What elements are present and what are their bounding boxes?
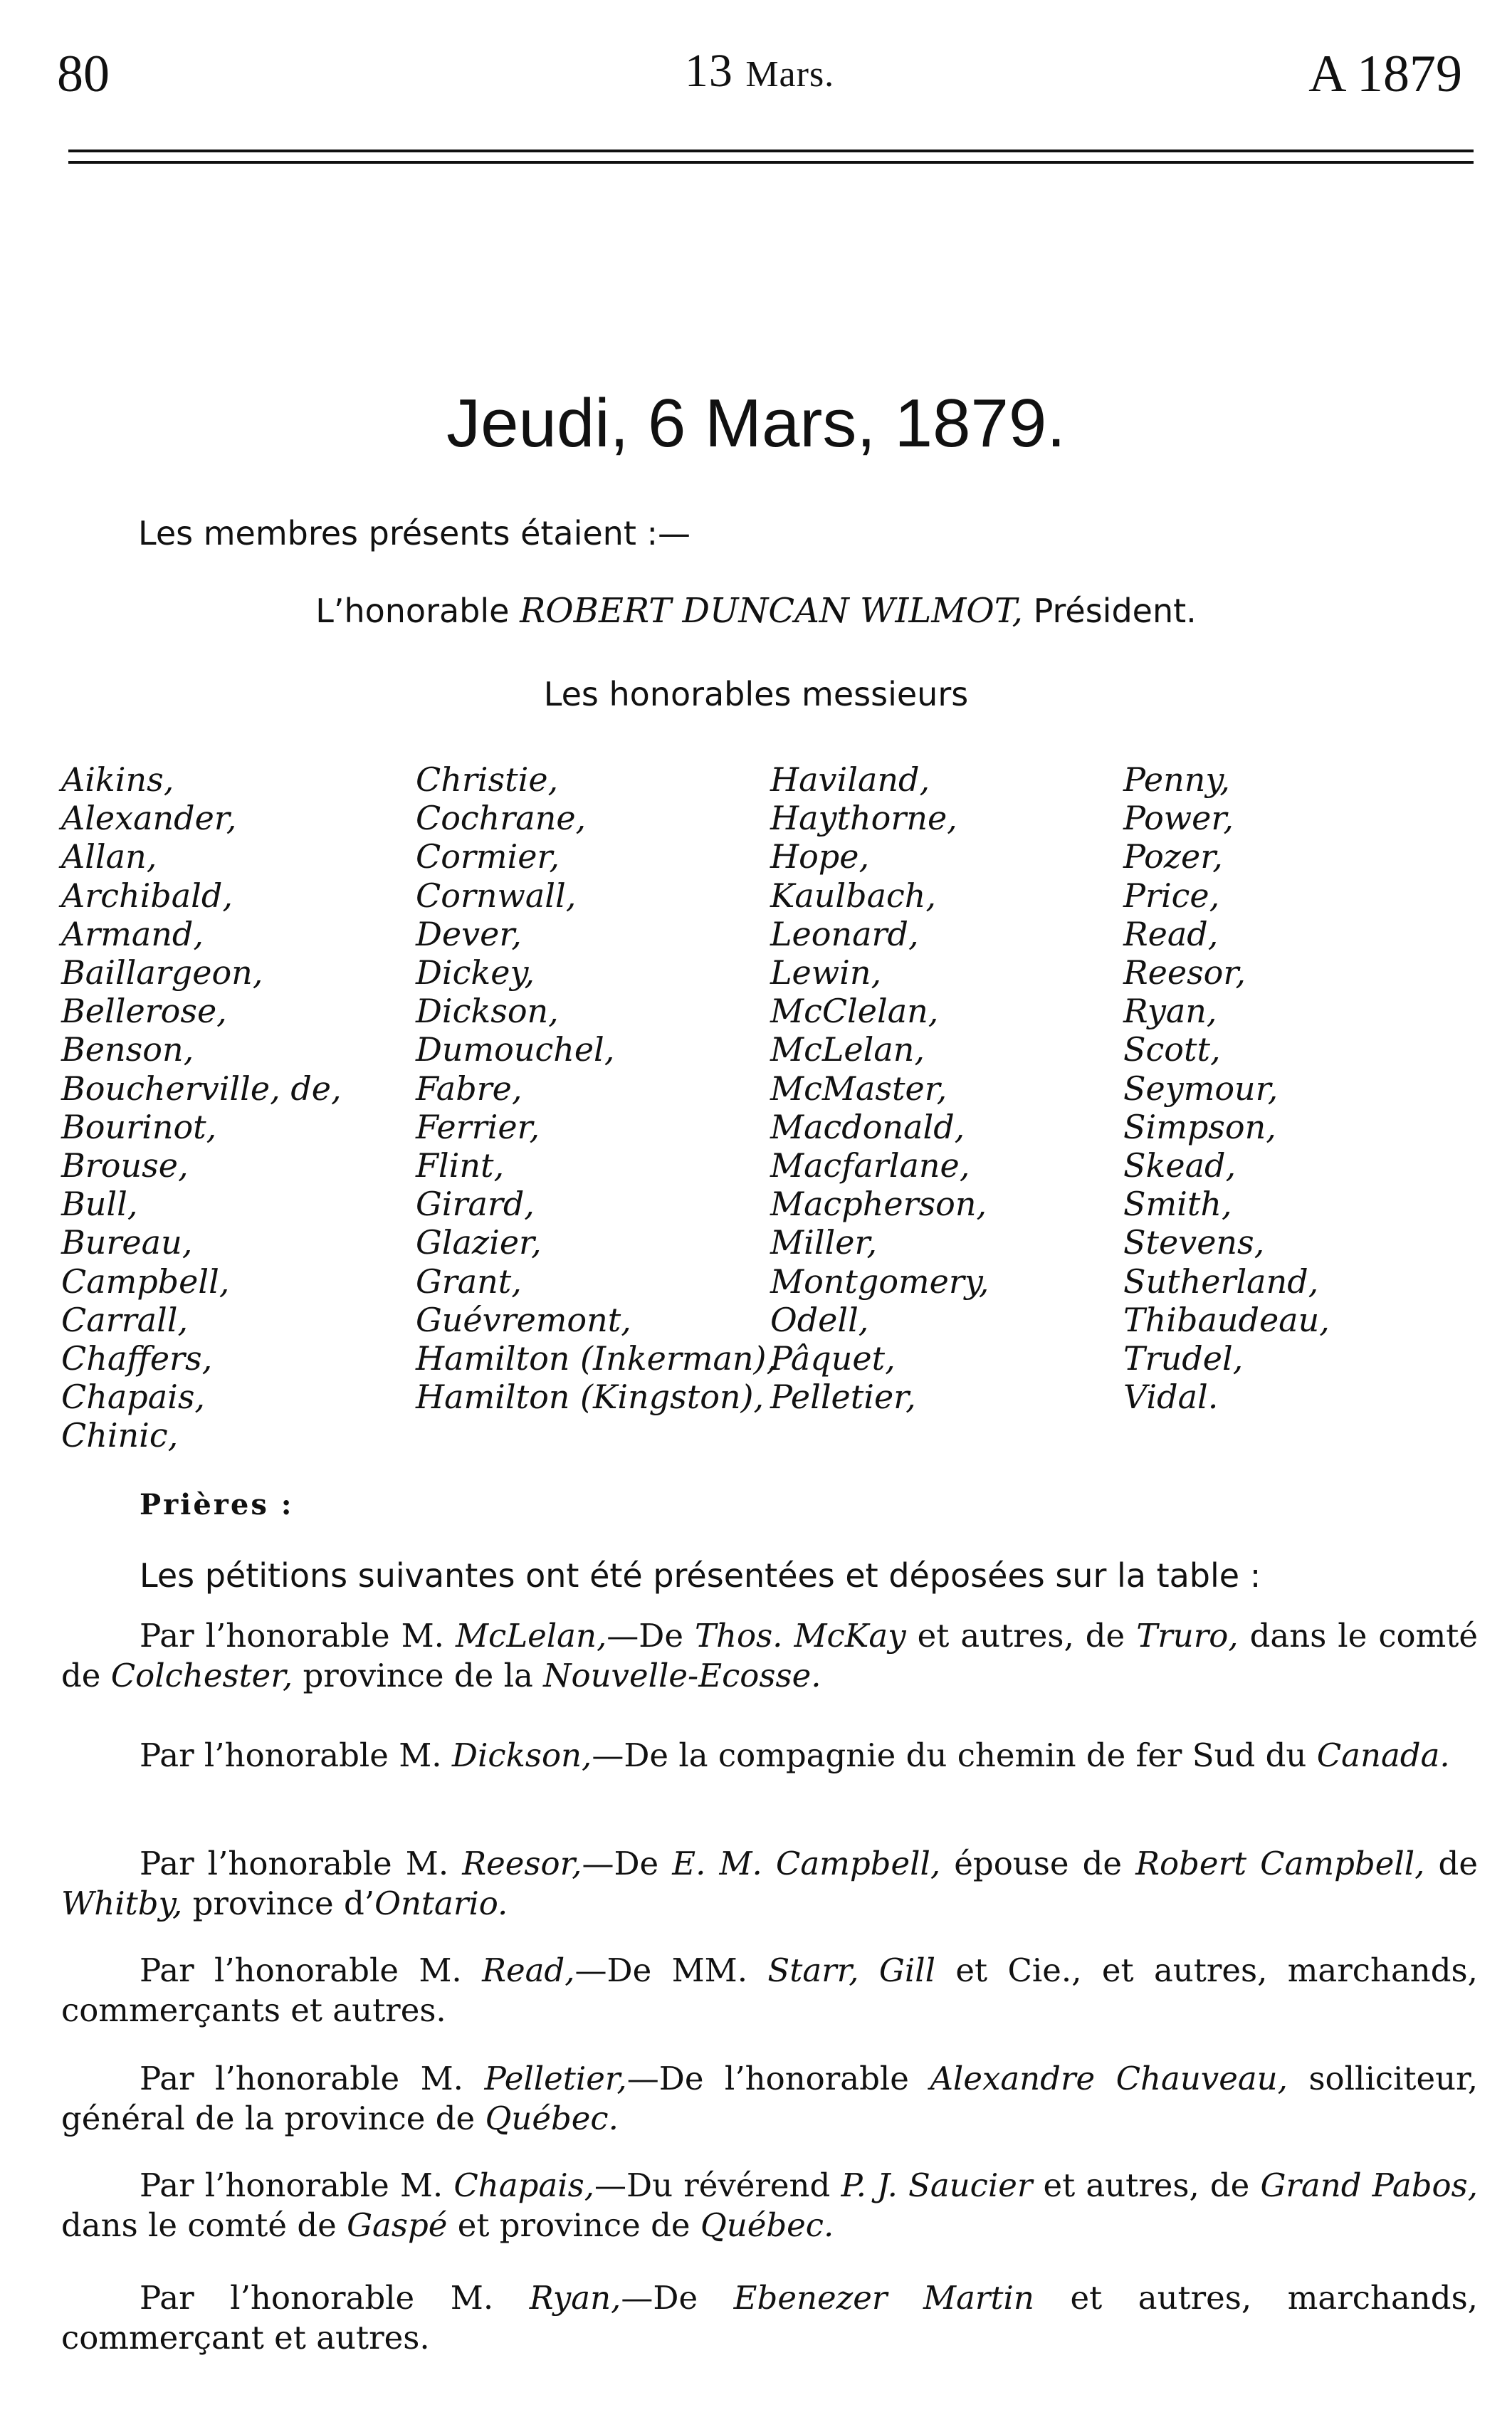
petition-text: Par l’honorable M. bbox=[140, 2279, 494, 2317]
petitioner-name: Ebenezer Martin bbox=[733, 2279, 1034, 2317]
member-name: Dever, bbox=[416, 914, 522, 953]
member-name: Reesor, bbox=[1123, 953, 1246, 992]
member-name: Read, bbox=[1123, 914, 1219, 953]
petition-text: et autres, de bbox=[1043, 2166, 1250, 2204]
member-name: Pozer, bbox=[1123, 837, 1223, 876]
petitioner-name: Thos. McKay bbox=[695, 1617, 906, 1655]
member-name: Dumouchel, bbox=[416, 1030, 615, 1069]
page-header bbox=[57, 44, 1462, 108]
petition-paragraph bbox=[61, 2059, 1478, 2139]
member-name: Stevens, bbox=[1123, 1223, 1265, 1262]
prieres-heading: Prières : bbox=[140, 1488, 294, 1521]
member-name: Trudel, bbox=[1123, 1339, 1244, 1378]
member-name: McClelan, bbox=[770, 992, 939, 1031]
place-name: Nouvelle-Ecosse. bbox=[543, 1657, 821, 1694]
member-name: Archibald, bbox=[61, 876, 233, 915]
senator-name: Pelletier, bbox=[484, 2060, 627, 2097]
petitioner-name: P. J. Saucier bbox=[841, 2166, 1033, 2204]
member-name: Macfarlane, bbox=[770, 1146, 970, 1185]
member-name: Dickey, bbox=[416, 953, 535, 992]
place-name: Truro, bbox=[1136, 1617, 1239, 1655]
petition-paragraph bbox=[61, 1844, 1478, 1924]
petition-text: et autres, marchands, commerçant et autres. bbox=[61, 2279, 1478, 2357]
session-date-title: Jeudi, 6 Mars, 1879. bbox=[446, 385, 1066, 461]
member-name: McLelan, bbox=[770, 1030, 925, 1069]
petition-text: Par l’honorable M. bbox=[140, 1736, 442, 1774]
member-name: Christie, bbox=[416, 760, 559, 799]
member-name: Ryan, bbox=[1123, 992, 1217, 1031]
petition-text: dans le comté de bbox=[61, 1617, 1478, 1694]
place-name: Québec. bbox=[700, 2206, 834, 2244]
member-name: Penny, bbox=[1123, 760, 1230, 799]
petition-paragraph bbox=[61, 1951, 1478, 2030]
petitioner-name: Starr, bbox=[767, 1951, 859, 1989]
members-column-1 bbox=[61, 760, 342, 1455]
petition-text: —De bbox=[621, 2279, 698, 2317]
member-name: Pelletier, bbox=[770, 1378, 916, 1417]
petition-text: province d’ bbox=[192, 1885, 375, 1922]
member-name: Campbell, bbox=[61, 1262, 230, 1301]
member-name: Armand, bbox=[61, 914, 204, 953]
member-name: Thibaudeau, bbox=[1123, 1300, 1330, 1339]
member-name: Power, bbox=[1123, 799, 1234, 838]
place-name: Québec. bbox=[485, 2100, 619, 2137]
member-name: Bourinot, bbox=[61, 1107, 217, 1146]
member-name: Flint, bbox=[416, 1146, 505, 1185]
member-name: Alexander, bbox=[61, 799, 237, 838]
senator-name: McLelan, bbox=[455, 1617, 607, 1655]
member-name: Miller, bbox=[770, 1223, 878, 1262]
member-name: Chapais, bbox=[61, 1378, 206, 1417]
member-name: Baillargeon, bbox=[61, 953, 263, 992]
president-name: ROBERT DUNCAN WILMOT, bbox=[520, 591, 1023, 631]
running-date-day: 13 bbox=[684, 45, 733, 97]
petition-text: Par l’honorable M. bbox=[140, 1845, 449, 1882]
member-name: Macpherson, bbox=[770, 1185, 987, 1224]
petition-text: —De la compagnie du chemin de fer Sud du bbox=[592, 1736, 1307, 1774]
petition-text: et autres, de bbox=[917, 1617, 1125, 1655]
petition-paragraph bbox=[61, 1736, 1478, 1776]
members-present-intro: Les membres présents étaient :— bbox=[138, 514, 691, 552]
petition-text: solliciteur, général de la province de bbox=[61, 2060, 1478, 2137]
member-name: Simpson, bbox=[1123, 1107, 1276, 1146]
member-name: Fabre, bbox=[416, 1069, 523, 1108]
member-name: Allan, bbox=[61, 837, 157, 876]
petition-text: Par l’honorable M. bbox=[140, 1951, 462, 1989]
petitions-intro: Les pétitions suivantes ont été présentées et déposées sur la table : bbox=[140, 1556, 1261, 1595]
place-name: Gaspé bbox=[347, 2206, 448, 2244]
member-name: Bureau, bbox=[61, 1223, 193, 1262]
member-name: Macdonald, bbox=[770, 1107, 965, 1146]
running-date-month: Mars. bbox=[745, 54, 835, 95]
petition-paragraph bbox=[61, 2166, 1478, 2245]
senator-name: Read, bbox=[482, 1951, 575, 1989]
member-name: Haviland, bbox=[770, 760, 930, 799]
member-name: Chaffers, bbox=[61, 1339, 213, 1378]
senator-name: Dickson, bbox=[451, 1736, 592, 1774]
member-name: Benson, bbox=[61, 1030, 194, 1069]
petitioner-name: E. M. Campbell, bbox=[672, 1845, 941, 1882]
president-prefix: L’honorable bbox=[315, 592, 510, 630]
running-date bbox=[57, 44, 1462, 98]
petition-paragraph bbox=[61, 2278, 1478, 2358]
member-name: Glazier, bbox=[416, 1223, 542, 1262]
place-name: Colchester, bbox=[110, 1657, 293, 1694]
member-name: Seymour, bbox=[1123, 1069, 1279, 1108]
member-name: Carrall, bbox=[61, 1300, 189, 1339]
place-name: Ontario. bbox=[374, 1885, 508, 1922]
petition-paragraph bbox=[61, 1616, 1478, 1696]
member-name: Sutherland, bbox=[1123, 1262, 1319, 1301]
place-name: Canada. bbox=[1316, 1736, 1450, 1774]
member-name: Hope, bbox=[770, 837, 870, 876]
petition-text: —De bbox=[607, 1617, 683, 1655]
member-name: Cormier, bbox=[416, 837, 560, 876]
member-name: McMaster, bbox=[770, 1069, 947, 1108]
petition-text: et Cie., et autres, marchands, commerçants et autres. bbox=[61, 1951, 1478, 2029]
petition-text: province de la bbox=[303, 1657, 533, 1694]
member-name: Lewin, bbox=[770, 953, 882, 992]
members-column-3 bbox=[770, 760, 989, 1416]
member-name: Chinic, bbox=[61, 1416, 179, 1455]
member-name: Grant, bbox=[416, 1262, 522, 1301]
petition-text: de bbox=[1438, 1845, 1478, 1882]
petitioner-name: Alexandre Chauveau, bbox=[930, 2060, 1288, 2097]
member-name: Vidal. bbox=[1123, 1378, 1219, 1417]
member-name: Dickson, bbox=[416, 992, 559, 1031]
page-number: 80 bbox=[57, 45, 110, 103]
petition-text: Par l’honorable M. bbox=[140, 2060, 463, 2097]
petition-text: —Du révérend bbox=[594, 2166, 831, 2204]
petitioner-name: Gill bbox=[878, 1951, 936, 1989]
member-name: Boucherville, de, bbox=[61, 1069, 342, 1108]
president-title: Président. bbox=[1033, 592, 1197, 630]
petition-text: —De bbox=[582, 1845, 659, 1882]
petition-text: dans le comté de bbox=[61, 2206, 337, 2244]
member-name: Ferrier, bbox=[416, 1107, 540, 1146]
member-name: Hamilton (Kingston), bbox=[416, 1378, 765, 1417]
members-column-4 bbox=[1123, 760, 1330, 1416]
member-name: Odell, bbox=[770, 1300, 869, 1339]
member-name: Skead, bbox=[1123, 1146, 1237, 1185]
petition-text: —De l’honorable bbox=[626, 2060, 909, 2097]
place-name: Whitby, bbox=[61, 1885, 183, 1922]
petitioner-name: Robert Campbell, bbox=[1135, 1845, 1425, 1882]
running-year: A 1879 bbox=[1308, 45, 1462, 103]
header-rule-bottom bbox=[68, 161, 1474, 164]
president-line bbox=[0, 591, 1512, 631]
petition-text: épouse de bbox=[954, 1845, 1123, 1882]
member-name: Hamilton (Inkerman), bbox=[416, 1339, 777, 1378]
petition-text: —De MM. bbox=[574, 1951, 748, 1989]
member-name: Haythorne, bbox=[770, 799, 957, 838]
member-name: Cornwall, bbox=[416, 876, 577, 915]
senator-name: Chapais, bbox=[453, 2166, 595, 2204]
petition-text: et province de bbox=[457, 2206, 691, 2244]
header-rule-top bbox=[68, 150, 1474, 152]
member-name: Scott, bbox=[1123, 1030, 1221, 1069]
member-name: Montgomery, bbox=[770, 1262, 989, 1301]
member-name: Kaulbach, bbox=[770, 876, 937, 915]
member-name: Girard, bbox=[416, 1185, 535, 1224]
member-name: Aikins, bbox=[61, 760, 174, 799]
member-name: Guévremont, bbox=[416, 1300, 631, 1339]
member-name: Pâquet, bbox=[770, 1339, 896, 1378]
member-name: Brouse, bbox=[61, 1146, 189, 1185]
member-name: Price, bbox=[1123, 876, 1220, 915]
members-column-2 bbox=[416, 760, 777, 1416]
petition-text: Par l’honorable M. bbox=[140, 2166, 443, 2204]
senator-name: Ryan, bbox=[529, 2279, 621, 2317]
member-name: Bellerose, bbox=[61, 992, 227, 1031]
member-name: Cochrane, bbox=[416, 799, 587, 838]
place-name: Grand Pabos, bbox=[1260, 2166, 1479, 2204]
member-name: Leonard, bbox=[770, 914, 919, 953]
senator-name: Reesor, bbox=[462, 1845, 582, 1882]
member-name: Bull, bbox=[61, 1185, 138, 1224]
member-name: Smith, bbox=[1123, 1185, 1232, 1224]
honorables-label: Les honorables messieurs bbox=[543, 675, 969, 713]
petition-text: Par l’honorable M. bbox=[140, 1617, 444, 1655]
